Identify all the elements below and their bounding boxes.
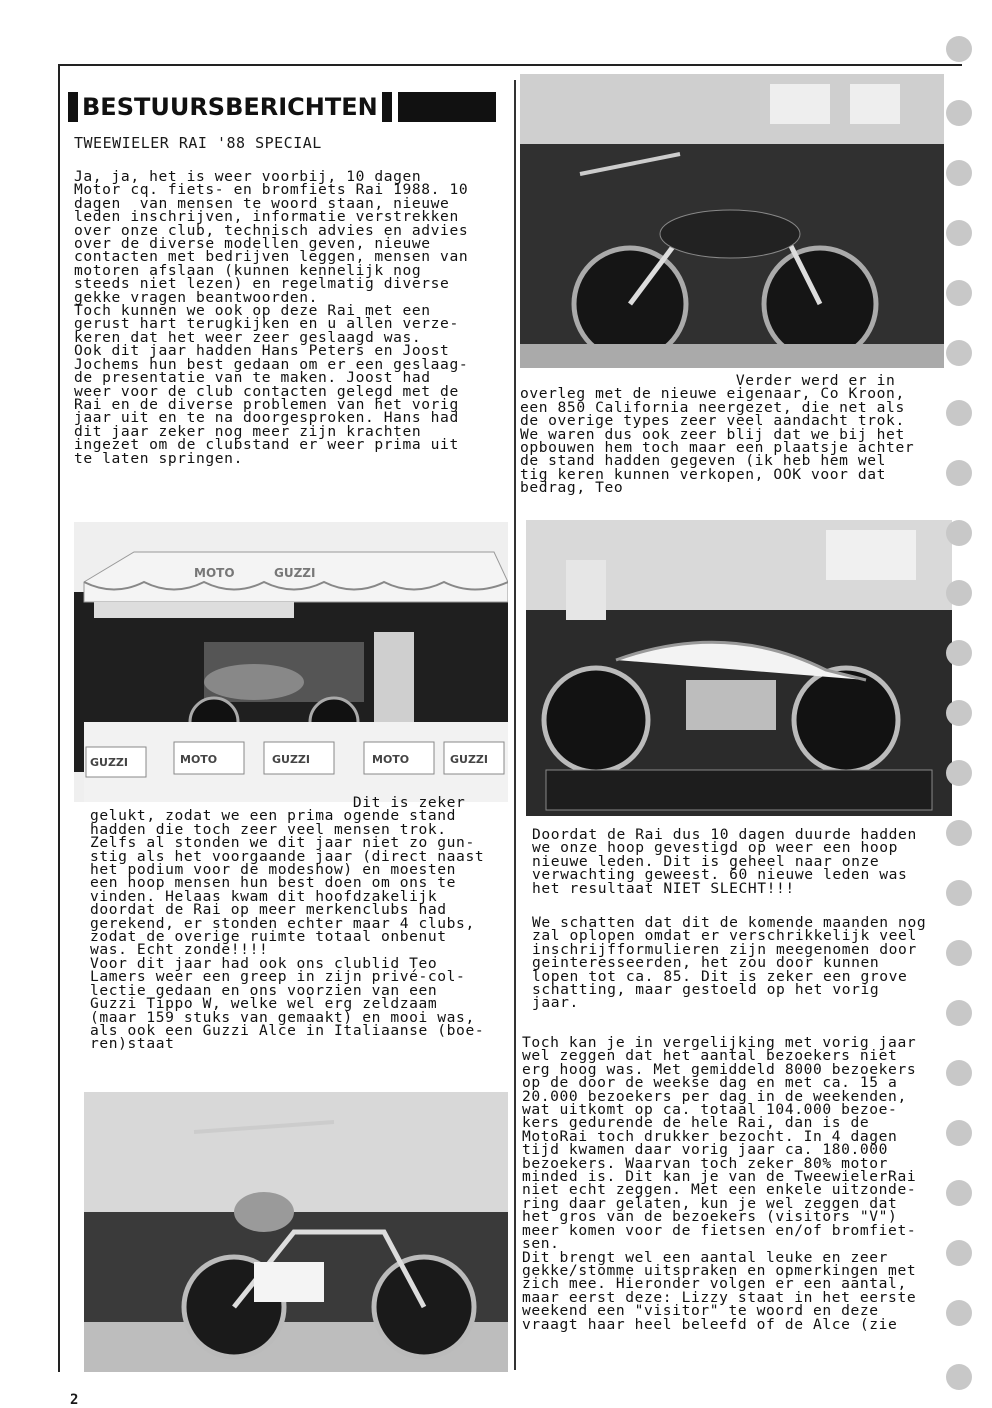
binder-hole [946, 400, 972, 426]
text-line: minded is. Dit kan je van de TweewielerRai [522, 1168, 917, 1186]
text-line: jaar. [532, 994, 579, 1012]
binder-hole [946, 760, 972, 786]
text-line: doordat de Rai op meer merkenclubs had [90, 901, 447, 919]
binder-hole [946, 1300, 972, 1326]
article-subtitle: TWEEWIELER RAI '88 SPECIAL [74, 134, 322, 152]
text-line: kers gedurende de hele Rai, dan is de [522, 1114, 870, 1132]
photo-850-california [526, 520, 952, 816]
binder-hole [946, 1120, 972, 1146]
binder-hole [946, 1364, 972, 1390]
binder-hole [946, 1240, 972, 1266]
text-line: leden inschrijven, informatie verstrekken [74, 208, 459, 226]
right-visitors-text [522, 1036, 916, 1331]
text-line: Motor cq. fiets- en bromfiets Rai 1988. 10 [74, 181, 469, 199]
text-line: erg hoog was. Met gemiddeld 8000 bezoekers [522, 1060, 917, 1078]
text-line: vraagt haar heel beleefd of de Alce (zie [522, 1315, 898, 1333]
text-line: We waren dus ook zeer blij dat we bij het [520, 425, 905, 443]
text-line: zal oplopen omdat er verschrikkelijk veel [532, 927, 917, 945]
text-line: bezoekers. Waarvan toch zeker 80% motor [522, 1154, 889, 1172]
binder-hole [946, 280, 972, 306]
text-line: het gros van de bezoekers (visitors "V") [522, 1208, 898, 1226]
text-line: stig als het voorgaande jaar (direct naast [90, 847, 485, 865]
text-line: Toch kunnen we ook op deze Rai met een [74, 302, 431, 320]
text-line: Dit is zeker [90, 794, 466, 811]
header-bar-right [382, 92, 392, 122]
binder-hole [946, 940, 972, 966]
text-line: (maar 159 stuks van gemaakt) en mooi was, [90, 1008, 475, 1026]
text-line: Doordat de Rai dus 10 dagen duurde hadden [532, 826, 917, 843]
text-line: de stand hadden gegeven (ik heb hem wel [520, 452, 887, 470]
text-line: het resultaat NIET SLECHT!!! [532, 879, 795, 897]
text-line: Toch kan je in vergelijking met vorig jaar [522, 1034, 917, 1051]
text-line: gelukt, zodat we een prima ogende stand [90, 807, 457, 825]
section-title: BESTUURSBERICHTEN [82, 93, 378, 121]
page-number: 2 [70, 1392, 79, 1408]
text-line: inschrijfformulieren zijn meegenomen door [532, 940, 917, 958]
text-line: Ja, ja, het is weer voorbij, 10 dagen [74, 168, 422, 185]
text-line: gekke/stomme uitspraken en opmerkingen met [522, 1261, 917, 1279]
text-line: MotoRai toch drukker bezocht. In 4 dagen [522, 1127, 898, 1145]
text-line: bedrag, Teo [520, 479, 624, 497]
left-intro-text [74, 170, 468, 465]
column-divider [514, 80, 516, 1370]
text-line: over onze club, technisch advies en advies [74, 221, 469, 239]
text-line: contacten met bedrijven leggen, mensen van [74, 248, 469, 266]
binder-hole [946, 36, 972, 62]
text-line: weekend een "visitor" te woord en deze [522, 1302, 879, 1320]
text-line: Guzzi Tippo W, welke wel erg zeldzaam [90, 995, 438, 1013]
text-line: steeds niet lezen) en regelmatig diverse [74, 275, 450, 293]
right-top-text [520, 374, 914, 495]
binder-hole [946, 520, 972, 546]
text-line: motoren afslaan (kunnen kennelijk nog [74, 261, 422, 279]
text-line: een 850 California neergezet, die net als [520, 398, 905, 416]
text-line: schatting, maar gestoeld op het vorig [532, 981, 880, 999]
text-line: weer voor de club contacten gelegd met de [74, 382, 459, 400]
text-line: Rai en de diverse problemen van het vorig [74, 395, 459, 413]
text-line: niet echt zeggen. Met een enkele uitzonde- [522, 1181, 917, 1199]
text-line: we onze hoop gevestigd op weer een hoop [532, 839, 899, 857]
binder-hole [946, 820, 972, 846]
text-line: ren)staat [90, 1035, 175, 1053]
binder-hole [946, 580, 972, 606]
stand-banner-text: GUZZI [274, 566, 316, 580]
left-after-photo-text [90, 796, 484, 1051]
binder-hole [946, 1060, 972, 1086]
text-line: keren dat het weer zeer geslaagd was. [74, 328, 422, 346]
text-line: Voor dit jaar had ook ons clublid Teo [90, 954, 438, 972]
text-line: ring daar gelaten, kun je wel zeggen dat [522, 1194, 898, 1212]
stand-banner-text: MOTO [180, 753, 218, 766]
text-line: Ook dit jaar hadden Hans Peters en Joost [74, 342, 450, 360]
text-line: wat uitkomt op ca. totaal 104.000 bezoe- [522, 1101, 898, 1119]
text-line: vinden. Helaas kwam dit hoofdzakelijk [90, 887, 438, 905]
photo-guzzi-tippo-w [520, 74, 944, 368]
stand-banner-text: GUZZI [272, 753, 311, 766]
stand-banner-text: GUZZI [90, 756, 129, 769]
text-line: Lamers weer een greep in zijn privé-col- [90, 968, 466, 986]
binder-hole [946, 160, 972, 186]
text-line: lectie gedaan en ons voorzien van een [90, 981, 438, 999]
text-line: maar eerst deze: Lizzy staat in het eerste [522, 1288, 917, 1306]
binder-hole [946, 700, 972, 726]
stand-banner-text: MOTO [194, 566, 235, 580]
binder-hole [946, 100, 972, 126]
stand-banner-text: MOTO [372, 753, 410, 766]
text-line: Jochems hun best gedaan om er een geslaag- [74, 355, 469, 373]
text-line: de presentatie van te maken. Joost had [74, 369, 431, 387]
binder-hole [946, 460, 972, 486]
text-line: gerust hart terugkijken en u allen verze- [74, 315, 459, 333]
photo-club-stand [74, 522, 508, 802]
text-line: tig keren kunnen verkopen, OOK voor dat [520, 465, 887, 483]
text-line: zodat de overige ruimte totaal onbenut [90, 928, 447, 946]
text-line: gerekend, er stonden echter maar 4 clubs, [90, 914, 475, 932]
text-line: We schatten dat dit de komende maanden nog [532, 914, 927, 931]
text-line: als ook een Guzzi Alce in Italiaanse (boe- [90, 1021, 485, 1039]
text-line: dagen van mensen te woord staan, nieuwe [74, 194, 450, 212]
text-line: verwachting geweest. 60 nieuwe leden was [532, 866, 908, 884]
section-header [68, 90, 496, 124]
header-bar-left [68, 92, 78, 122]
text-line: de overige types zeer veel aandacht trok. [520, 412, 905, 430]
text-line: ingezet om de clubstand er weer prima uit [74, 436, 459, 454]
binder-hole [946, 640, 972, 666]
text-line: geinteresseerden, het zou door kunnen [532, 954, 880, 972]
text-line: sen. [522, 1235, 560, 1253]
text-line: opbouwen hem toch maar een plaatsje achter [520, 439, 915, 457]
text-line: nieuwe leden. Dit is geheel naar onze [532, 852, 880, 870]
text-line: hadden die toch zeer veel mensen trok. [90, 820, 447, 838]
text-line: was. Echt zonde!!!! [90, 941, 269, 959]
text-line: wel zeggen dat het aantal bezoekers niet [522, 1047, 898, 1065]
text-line: over de diverse modellen geven, nieuwe [74, 235, 431, 253]
text-line: Verder werd er in [520, 372, 896, 389]
text-line: dit jaar zeker nog meer zijn krachten [74, 422, 422, 440]
text-line: tijd kwamen daar vorig jaar ca. 180.000 [522, 1141, 889, 1159]
binder-hole [946, 880, 972, 906]
text-line: het podium voor de modeshow) en moesten [90, 861, 457, 879]
right-estimate-text [532, 916, 926, 1010]
text-line: gekke vragen beantwoorden. [74, 288, 319, 306]
text-line: een hoop mensen hun best doen om ons te [90, 874, 457, 892]
text-line: te laten springen. [74, 449, 243, 467]
binder-hole [946, 1000, 972, 1026]
text-line: op de door de weekse dag en met ca. 15 a [522, 1074, 898, 1092]
stand-banner-text: GUZZI [450, 753, 489, 766]
header-block [398, 92, 496, 122]
photo-guzzi-alce [84, 1092, 508, 1372]
right-members-text [532, 828, 917, 895]
text-line: Dit brengt wel een aantal leuke en zeer [522, 1248, 889, 1266]
binder-hole [946, 340, 972, 366]
text-line: 20.000 bezoekers per dag in de weekenden, [522, 1087, 907, 1105]
text-line: overleg met de nieuwe eigenaar, Co Kroon, [520, 385, 905, 403]
text-line: zich mee. Hieronder volgen er een aantal, [522, 1275, 907, 1293]
text-line: Zelfs al stonden we dit jaar niet zo gun- [90, 834, 475, 852]
text-line: jaar uit en te na doorgesproken. Hans had [74, 409, 459, 427]
binder-hole [946, 1180, 972, 1206]
text-line: meer komen voor de fietsen en/of bromfiet- [522, 1221, 917, 1239]
text-line: lopen tot ca. 85. Dit is zeker een grove [532, 967, 908, 985]
binder-hole [946, 220, 972, 246]
